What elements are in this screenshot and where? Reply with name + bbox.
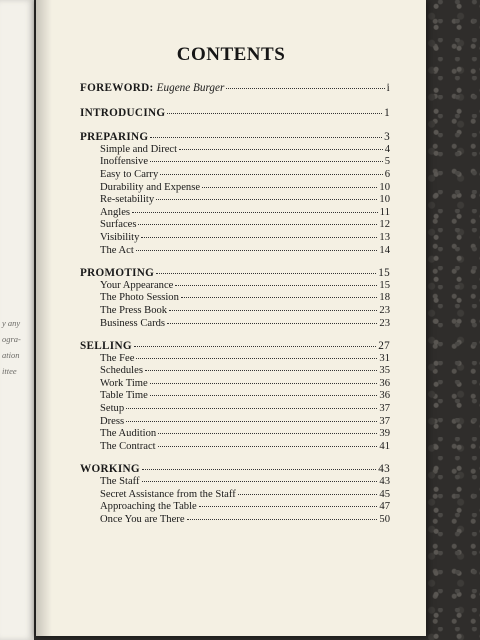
- toc-page-number: 4: [384, 143, 390, 155]
- left-page-fragment: ittee: [2, 366, 17, 376]
- dot-leader: [169, 310, 377, 311]
- toc-page-number: 35: [379, 365, 390, 377]
- toc-item: Your Appearance 15: [100, 279, 390, 291]
- dot-leader: [126, 421, 377, 422]
- toc-item: The Act 14: [100, 244, 390, 256]
- toc-section-preparing: [80, 131, 390, 144]
- dot-leader: [226, 88, 384, 89]
- dot-leader: [187, 519, 378, 520]
- toc-item: Once You are There 50: [100, 513, 390, 525]
- left-page-fragment: y any: [2, 318, 21, 328]
- foreword-author: Eugene Burger: [156, 82, 225, 94]
- toc-page-number: 14: [379, 244, 390, 256]
- toc-item: Visibility 13: [100, 231, 390, 243]
- toc-page-number: 1: [384, 106, 390, 119]
- toc-section-working: [80, 463, 390, 476]
- toc-page-number: 27: [378, 340, 390, 353]
- dot-leader: [156, 199, 377, 200]
- toc-section-label: PREPARING: [80, 131, 149, 144]
- dot-leader: [199, 506, 378, 507]
- toc-item: The Press Book 23: [100, 304, 390, 316]
- dot-leader: [167, 113, 382, 114]
- toc-item: The Photo Session 18: [100, 292, 390, 304]
- toc-item: Inoffensive 5: [100, 156, 390, 168]
- dot-leader: [132, 212, 378, 213]
- toc-section-label: INTRODUCING: [80, 106, 166, 119]
- toc-item: The Contract 41: [100, 440, 390, 452]
- dot-leader: [202, 187, 377, 188]
- left-page-fragment: ogra-: [2, 334, 21, 344]
- dot-leader: [134, 346, 376, 347]
- dot-leader: [136, 358, 377, 359]
- toc-page-number: 13: [379, 231, 390, 243]
- stone-surface: [420, 0, 480, 640]
- toc-item: Business Cards 23: [100, 317, 390, 329]
- toc-page-number: 31: [379, 352, 390, 364]
- toc-section-label: FOREWORD: Eugene Burger: [80, 82, 225, 94]
- toc-page-number: 12: [379, 219, 390, 231]
- toc-item: Dress 37: [100, 415, 390, 427]
- toc-page-number: 41: [379, 440, 390, 452]
- toc-item: Angles 11: [100, 206, 390, 218]
- dot-leader: [138, 224, 377, 225]
- dot-leader: [156, 273, 376, 274]
- dot-leader: [158, 446, 378, 447]
- toc-page-number: 5: [384, 156, 390, 168]
- dot-leader: [150, 137, 382, 138]
- toc-item: Table Time 36: [100, 390, 390, 402]
- toc-item: Easy to Carry 6: [100, 168, 390, 180]
- left-page-edge: [0, 0, 34, 640]
- toc-section-promoting: [80, 267, 390, 280]
- toc-page-number: 47: [379, 501, 390, 513]
- toc-page-number: 50: [379, 513, 390, 525]
- dot-leader: [145, 370, 377, 371]
- dot-leader: [181, 297, 378, 298]
- toc-page-number: 15: [379, 279, 390, 291]
- toc-item: Re-setability 10: [100, 194, 390, 206]
- contents-page: [36, 0, 426, 636]
- toc-page-number: 23: [379, 317, 390, 329]
- toc-page-number: 37: [379, 415, 390, 427]
- toc-item: Surfaces 12: [100, 219, 390, 231]
- toc-page-number: 15: [378, 267, 390, 280]
- toc-item: The Staff 43: [100, 476, 390, 488]
- dot-leader: [142, 469, 376, 470]
- toc-item: The Fee 31: [100, 352, 390, 364]
- toc-page-number: 10: [379, 194, 390, 206]
- toc-item: Durability and Expense 10: [100, 181, 390, 193]
- toc-item: Setup 37: [100, 403, 390, 415]
- dot-leader: [150, 161, 383, 162]
- toc-item: Approaching the Table 47: [100, 501, 390, 513]
- toc-page-number: i: [386, 82, 390, 94]
- toc-page-number: 43: [378, 463, 390, 476]
- toc-section-label: WORKING: [80, 463, 140, 476]
- dot-leader: [150, 395, 378, 396]
- dot-leader: [160, 174, 382, 175]
- toc-page-number: 43: [379, 476, 390, 488]
- toc-page-number: 37: [379, 403, 390, 415]
- dot-leader: [179, 149, 383, 150]
- dot-leader: [136, 250, 378, 251]
- toc-page-number: 6: [384, 168, 390, 180]
- dot-leader: [126, 408, 377, 409]
- toc-item: Simple and Direct 4: [100, 143, 390, 155]
- toc-item: The Audition 39: [100, 428, 390, 440]
- toc-page-number: 3: [384, 131, 390, 144]
- toc-item: Secret Assistance from the Staff 45: [100, 488, 390, 500]
- toc-section-introducing: [80, 107, 390, 120]
- toc-page-number: 10: [379, 181, 390, 193]
- dot-leader: [142, 481, 378, 482]
- toc-page-number: 39: [379, 428, 390, 440]
- toc-page-number: 18: [379, 292, 390, 304]
- dot-leader: [158, 433, 377, 434]
- dot-leader: [141, 237, 377, 238]
- toc-section-selling: [80, 340, 390, 353]
- dot-leader: [175, 285, 377, 286]
- dot-leader: [167, 323, 377, 324]
- toc-page-number: 36: [379, 390, 390, 402]
- page-gutter-shadow: [36, 0, 52, 636]
- toc-page-number: 36: [379, 377, 390, 389]
- toc-section-label: PROMOTING: [80, 267, 155, 280]
- toc-section-label: SELLING: [80, 340, 132, 353]
- dot-leader: [238, 494, 378, 495]
- page-title: CONTENTS: [176, 44, 286, 65]
- toc-item: Schedules 35: [100, 365, 390, 377]
- dot-leader: [150, 383, 378, 384]
- toc-page-number: 23: [379, 304, 390, 316]
- toc-item: Work Time 36: [100, 377, 390, 389]
- table-of-contents: [80, 82, 390, 526]
- toc-page-number: 45: [379, 488, 390, 500]
- toc-page-number: 11: [379, 206, 390, 218]
- left-page-fragment: ation: [2, 350, 20, 360]
- toc-section-foreword: [80, 82, 390, 95]
